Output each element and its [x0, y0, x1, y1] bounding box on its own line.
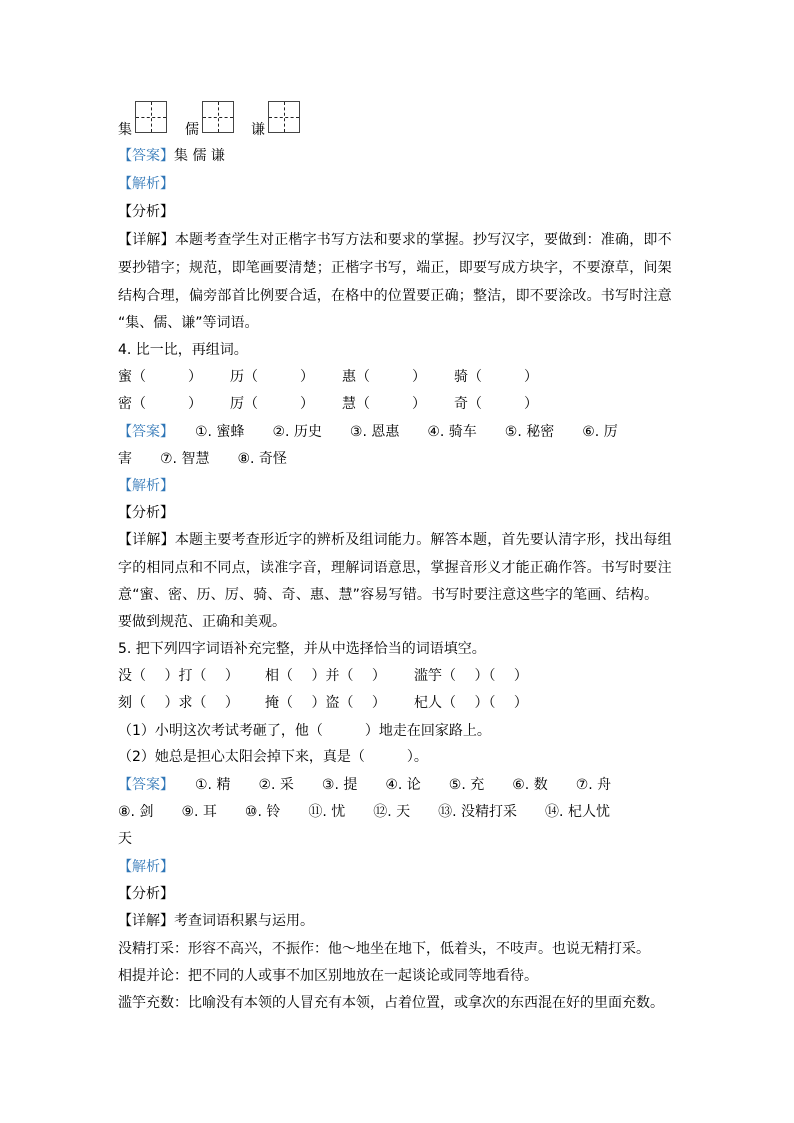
xiangjie-text: 本题主要考查形近字的辨析及组词能力。解答本题，首先要认清字形，找出每组 [174, 532, 672, 548]
answer-line [118, 146, 225, 166]
writing-grid-box [268, 101, 300, 133]
answer-tag: 【答案】 [118, 424, 167, 440]
answer-tag: 【答案】 [118, 777, 167, 793]
fenxi-tag: 【分析】 [118, 886, 174, 902]
answer-line: ⑧. 剑 ⑨. 耳 ⑩. 铃 ⑪. 忧 ⑫. 天 ⑬. 没精打采 ⑭. 杞人忧 [118, 804, 610, 820]
xiangjie-tag: 【详解】 [118, 532, 175, 548]
grid-char-label: 集 [118, 122, 132, 138]
xiangjie-line: 要做到规范、正确和美观。 [118, 614, 286, 630]
idiom-row [118, 693, 680, 713]
word-blank: 奇（ ） [454, 396, 538, 412]
writing-grid-box [202, 101, 234, 133]
answer-text: ①. 精 ②. 采 ③. 提 ④. 论 ⑤. 充 ⑥. 数 ⑦. 舟 [167, 777, 612, 793]
xiangjie-line [118, 230, 672, 250]
xiangjie-line: 字的相同点和不同点，读准字音，理解词语意思，掌握音形义才能正确作答。书写时要注 [118, 560, 672, 576]
idiom-blank: 刻（ ）求（ ） [118, 695, 239, 711]
idiom-explanation: 滥竽充数：比喻没有本领的人冒充有本领，占着位置，或拿次的东西混在好的里面充数。 [118, 995, 664, 1011]
question-title: 5. 把下列四字词语补充完整，并从中选择恰当的词语填空。 [118, 641, 486, 657]
jiexi-tag: 【解析】 [118, 176, 174, 192]
answer-line [118, 775, 611, 795]
writing-grid-box [135, 101, 167, 133]
idiom-blank: 掩（ ）盗（ ） [265, 695, 386, 711]
question-title: 4. 比一比，再组词。 [118, 342, 248, 358]
jiexi-tag: 【解析】 [118, 478, 174, 494]
idiom-blank: 滥竽（ ）（ ） [414, 668, 528, 684]
xiangjie-text: 考查词语积累与运用。 [174, 913, 314, 929]
idiom-row [118, 666, 680, 686]
xiangjie-tag: 【详解】 [118, 232, 175, 248]
fenxi-tag: 【分析】 [118, 505, 174, 521]
word-blank: 惠（ ） [342, 369, 426, 385]
word-blank: 厉（ ） [230, 396, 314, 412]
word-row [118, 394, 680, 414]
word-blank: 骑（ ） [454, 369, 538, 385]
word-blank: 慧（ ） [342, 396, 426, 412]
idiom-blank: 相（ ）并（ ） [265, 668, 386, 684]
idiom-blank: 没（ ）打（ ） [118, 668, 239, 684]
idiom-blank: 杞人（ ）（ ） [414, 695, 528, 711]
word-blank: 密（ ） [118, 396, 202, 412]
fenxi-tag: 【分析】 [118, 204, 174, 220]
answer-line: 天 [118, 831, 132, 847]
answer-tag: 【答案】 [118, 148, 174, 164]
answer-line: 害 ⑦. 智慧 ⑧. 奇怪 [118, 451, 287, 467]
fill-sentence: （1）小明这次考试考砸了，他（ ）地走在回家路上。 [118, 723, 491, 739]
grid-char-label: 儒 [185, 122, 199, 138]
xiangjie-line: “集、儒、谦”等词语。 [118, 315, 259, 331]
xiangjie-tag: 【详解】 [118, 913, 174, 929]
xiangjie-line [118, 911, 314, 931]
answer-line [118, 422, 618, 442]
word-blank: 蜜（ ） [118, 369, 202, 385]
idiom-explanation: 相提并论：把不同的人或事不加区别地放在一起谈论或同等地看待。 [118, 968, 538, 984]
idiom-explanation: 没精打采：形容不高兴，不振作：他～地坐在地下，低着头，不吱声。也说无精打采。 [118, 941, 650, 957]
xiangjie-line [118, 530, 672, 550]
word-row [118, 367, 680, 387]
jiexi-tag: 【解析】 [118, 859, 174, 875]
xiangjie-line: 意“蜜、密、历、厉、骑、奇、惠、慧”容易写错。书写时要注意这些字的笔画、结构。 [118, 587, 659, 603]
answer-text: 集 儒 谦 [174, 148, 225, 164]
word-blank: 历（ ） [230, 369, 314, 385]
fill-sentence: （2）她总是担心太阳会掉下来，真是（ ）。 [118, 749, 428, 765]
xiangjie-text: 本题考查学生对正楷字书写方法和要求的掌握。抄写汉字，要做到：准确，即不 [174, 232, 672, 248]
xiangjie-line: 结构合理，偏旁部首比例要合适，在格中的位置要正确；整洁，即不要涂改。书写时注意 [118, 288, 672, 304]
grid-char-label: 谦 [251, 122, 265, 138]
answer-text: ①. 蜜蜂 ②. 历史 ③. 恩惠 ④. 骑车 ⑤. 秘密 ⑥. 厉 [167, 424, 618, 440]
xiangjie-line: 要抄错字；规范，即笔画要清楚；正楷字书写，端正，即要写成方块字，不要潦草，间架 [118, 260, 672, 276]
